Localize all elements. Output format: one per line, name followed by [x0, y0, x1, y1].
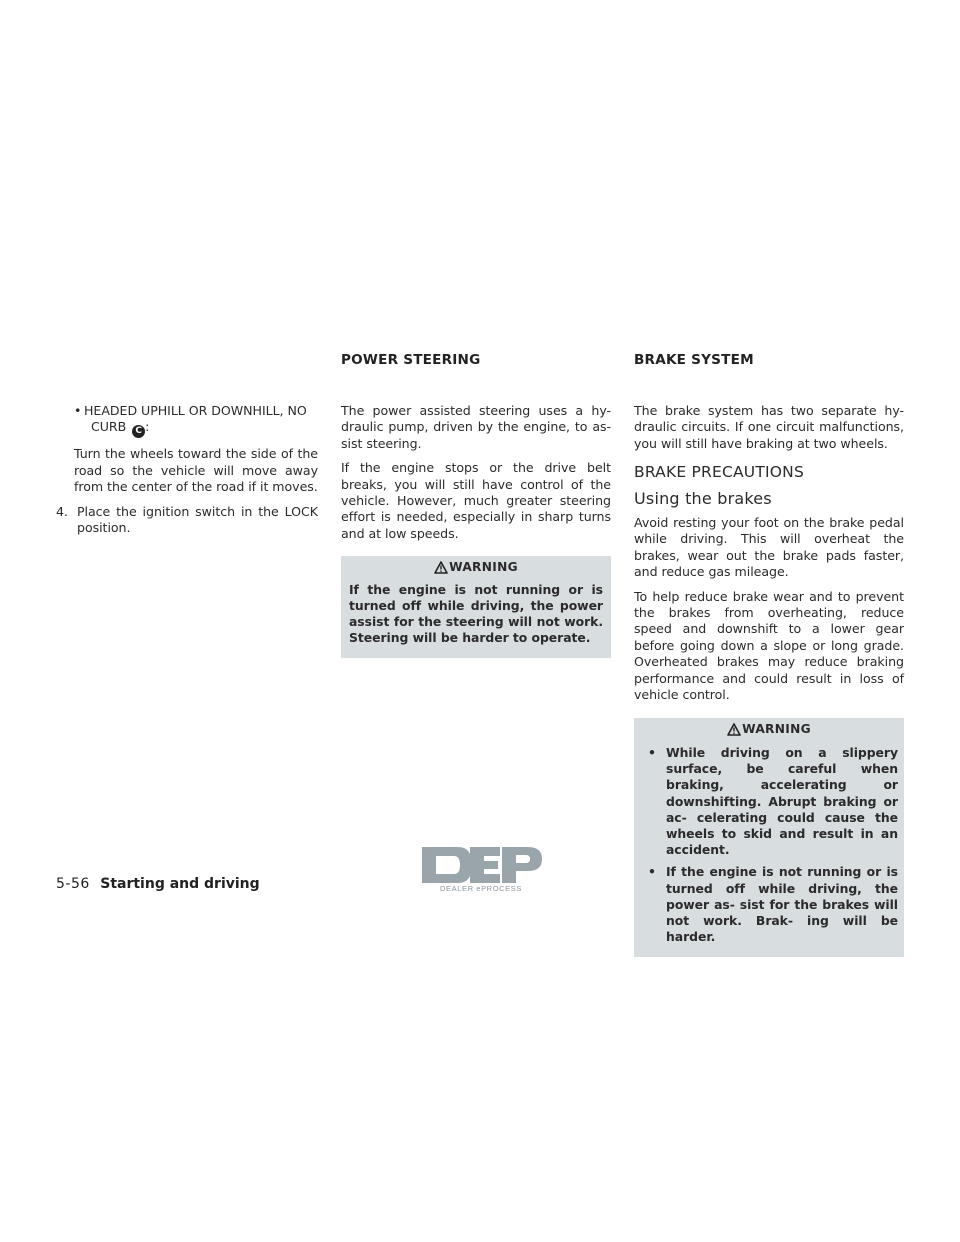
power-steering-heading: POWER STEERING	[341, 352, 481, 368]
power-steering-paragraph-2: If the engine stops or the drive belt breaks, you will still have control of the vehicle. However, much greater steering effort is needed, especially in sharp turns and at low speeds.	[341, 460, 611, 541]
power-steering-warning	[341, 556, 611, 658]
left-column	[56, 403, 318, 536]
brake-system-paragraph-1: The brake system has two separate hy- draulic circuits. If one circuit malfunctions, you will still have braking at two wheels.	[634, 403, 904, 451]
power-steering-paragraph-1: The power assisted steering uses a hy- draulic pump, driven by the engine, to as- sist steering.	[341, 403, 611, 451]
warning-item-text: While driving on a slippery surface, be careful when braking, accelerating or downshifting. Abrupt braking or ac- celerating could cause the wheels to skid and result in an accident.	[666, 744, 898, 858]
curb-marker-icon: C	[132, 425, 145, 438]
warning-header	[341, 556, 611, 579]
warning-list-item	[642, 864, 898, 945]
bullet-dot: •	[648, 864, 656, 880]
brake-warning	[634, 718, 904, 958]
warning-body	[341, 580, 611, 647]
warning-label: WARNING	[742, 721, 811, 736]
warning-item-text: If the engine is not running or is turned off while driving, the power as- sist for the brakes will not work. Brak- ing will be harder.	[666, 864, 898, 945]
brake-paragraph-2: Avoid resting your foot on the brake pedal while driving. This will overheat the brakes, wear out the brake pads faster, and reduce gas mileage.	[634, 515, 904, 580]
warning-triangle-icon	[727, 723, 741, 736]
turn-wheels-paragraph: Turn the wheels toward the side of the road so the vehicle will move away from the center of the road if it moves.	[74, 446, 318, 495]
warning-header	[634, 718, 904, 741]
using-brakes-heading: Using the brakes	[634, 488, 772, 508]
page-number: 5-56	[56, 876, 90, 892]
bullet-dot: •	[74, 403, 82, 418]
warning-list-item	[642, 745, 898, 858]
middle-column	[341, 403, 611, 658]
warning-label: WARNING	[449, 560, 518, 575]
bullet-line2	[74, 419, 318, 438]
warning-triangle-icon	[434, 561, 448, 574]
page-footer	[56, 876, 260, 892]
warning-text: If the engine is not running or is turned off while driving, the power assist for the steering will not work. Steering will be harder to operate.	[349, 581, 603, 646]
brake-paragraph-3: To help reduce brake wear and to prevent the brakes from overheating, reduce speed and downshift to a lower gear before going down a slope or long grade. Overheated brakes may reduce braking performance and could result in loss of vehicle control.	[634, 588, 904, 703]
warning-list	[634, 741, 904, 945]
bullet-line1: HEADED UPHILL OR DOWNHILL, NO	[84, 403, 307, 418]
brake-precautions-heading: BRAKE PRECAUTIONS	[634, 463, 805, 482]
step-4-text: Place the ignition switch in the LOCK position.	[77, 503, 318, 536]
curb-colon: :	[145, 419, 150, 435]
step-4-number: 4.	[56, 503, 68, 519]
logo-subtext: DEALER ePROCESS	[440, 884, 522, 893]
right-column	[634, 403, 904, 957]
brake-system-heading: BRAKE SYSTEM	[634, 352, 754, 368]
curb-label: CURB	[91, 419, 127, 435]
step-4	[56, 504, 318, 537]
bullet-dot: •	[648, 744, 656, 760]
chapter-title: Starting and driving	[100, 876, 260, 892]
dealer-eprocess-logo	[418, 843, 544, 893]
bullet-item-uphill	[56, 403, 318, 438]
